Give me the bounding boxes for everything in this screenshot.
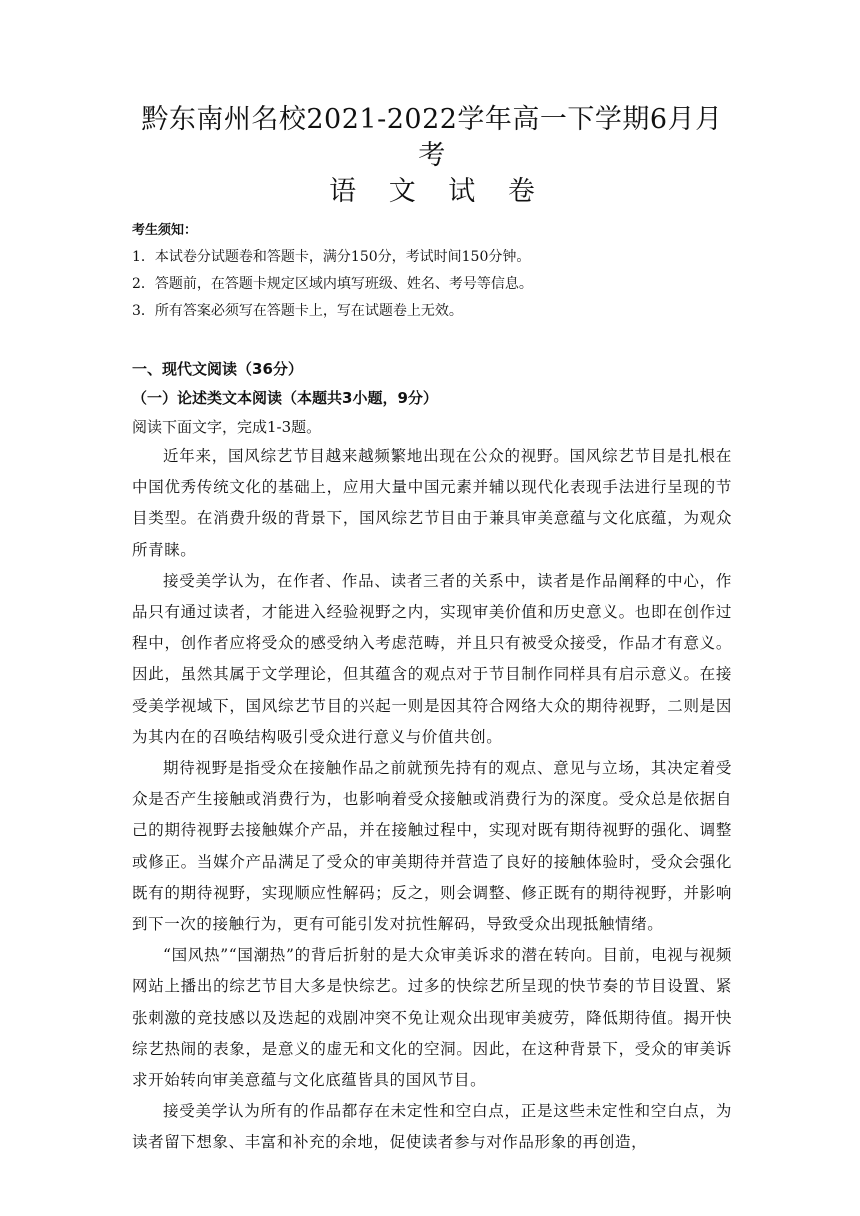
reading-passage [132, 441, 732, 1159]
exam-title: 黔东南州名校2021-2022学年高一下学期6月月考 [141, 104, 723, 171]
passage-paragraph-3: 期待视野是指受众在接触作品之前就预先持有的观点、意见与立场，其决定着受众是否产生接触或消费行为，也影响着受众接触或消费行为的深度。受众总是依据自己的期待视野去接触媒介产品，并在接触过程中，实现对既有期待视野的强化、调整或修正。当媒介产品满足了受众的审美期待并营造了良好的接触体验时，受众会强化既有的期待视野，实现顺应性解码；反之，则会调整、修正既有的期待视野，并影响到下一次的接触行为，更有可能引发对抗性解码，导致受众出现抵触情绪。 [132, 759, 732, 934]
reading-instruction: 阅读下面文字，完成1-3题。 [132, 418, 322, 436]
passage-paragraph-2: 接受美学认为，在作者、作品、读者三者的关系中，读者是作品阐释的中心，作品只有通过读者，才能进入经验视野之内，实现审美价值和历史意义。也即在创作过程中，创作者应将受众的感受纳入考虑范畴，并且只有被受众接受，作品才有意义。因此，虽然其属于文学理论，但其蕴含的观点对于节目制作同样具有启示意义。在接受美学视域下，国风综艺节目的兴起一则是因其符合网络大众的期待视野，二则是因为其内在的召唤结构吸引受众进行意义与价值共创。 [132, 571, 732, 746]
candidate-notice [132, 218, 732, 325]
notice-heading: 考生须知： [132, 223, 198, 238]
section-heading: 一、现代文阅读（36分） [132, 360, 303, 378]
passage-paragraph-5: 接受美学认为所有的作品都存在未定性和空白点，正是这些未定性和空白点，为读者留下想象、丰富和补充的余地，促使读者参与对作品形象的再创造， [132, 1102, 732, 1152]
subsection-heading: （一）论述类文本阅读（本题共3小题，9分） [132, 389, 438, 407]
passage-paragraph-4: “国风热”“国潮热”的背后折射的是大众审美诉求的潜在转向。目前，电视与视频网站上播出的综艺节目大多是快综艺。过多的快综艺所呈现的快节奏的节目设置、紧张刺激的竞技感以及迭起的戏剧冲突不免让观众出现审美疲劳，降低期待值。揭开快综艺热闹的表象，是意义的虚无和文化的空洞。因此，在这种背景下，受众的审美诉求开始转向审美意蕴与文化底蕴皆具的国风节目。 [132, 946, 732, 1090]
notice-item-3: 3．所有答案必须写在答题卡上，写在试题卷上无效。 [132, 303, 463, 319]
notice-item-2: 2．答题前，在答题卡规定区域内填写班级、姓名、考号等信息。 [132, 276, 533, 292]
passage-paragraph-1: 近年来，国风综艺节目越来越频繁地出现在公众的视野。国风综艺节目是扎根在中国优秀传统文化的基础上，应用大量中国元素并辅以现代化表现手法进行呈现的节目类型。在消费升级的背景下，国风综艺节目由于兼具审美意蕴与文化底蕴，为观众所青睐。 [132, 447, 732, 559]
notice-item-1: 1．本试卷分试题卷和答题卡，满分150分，考试时间150分钟。 [132, 249, 531, 265]
exam-subtitle: 语 文 试 卷 [329, 176, 547, 207]
